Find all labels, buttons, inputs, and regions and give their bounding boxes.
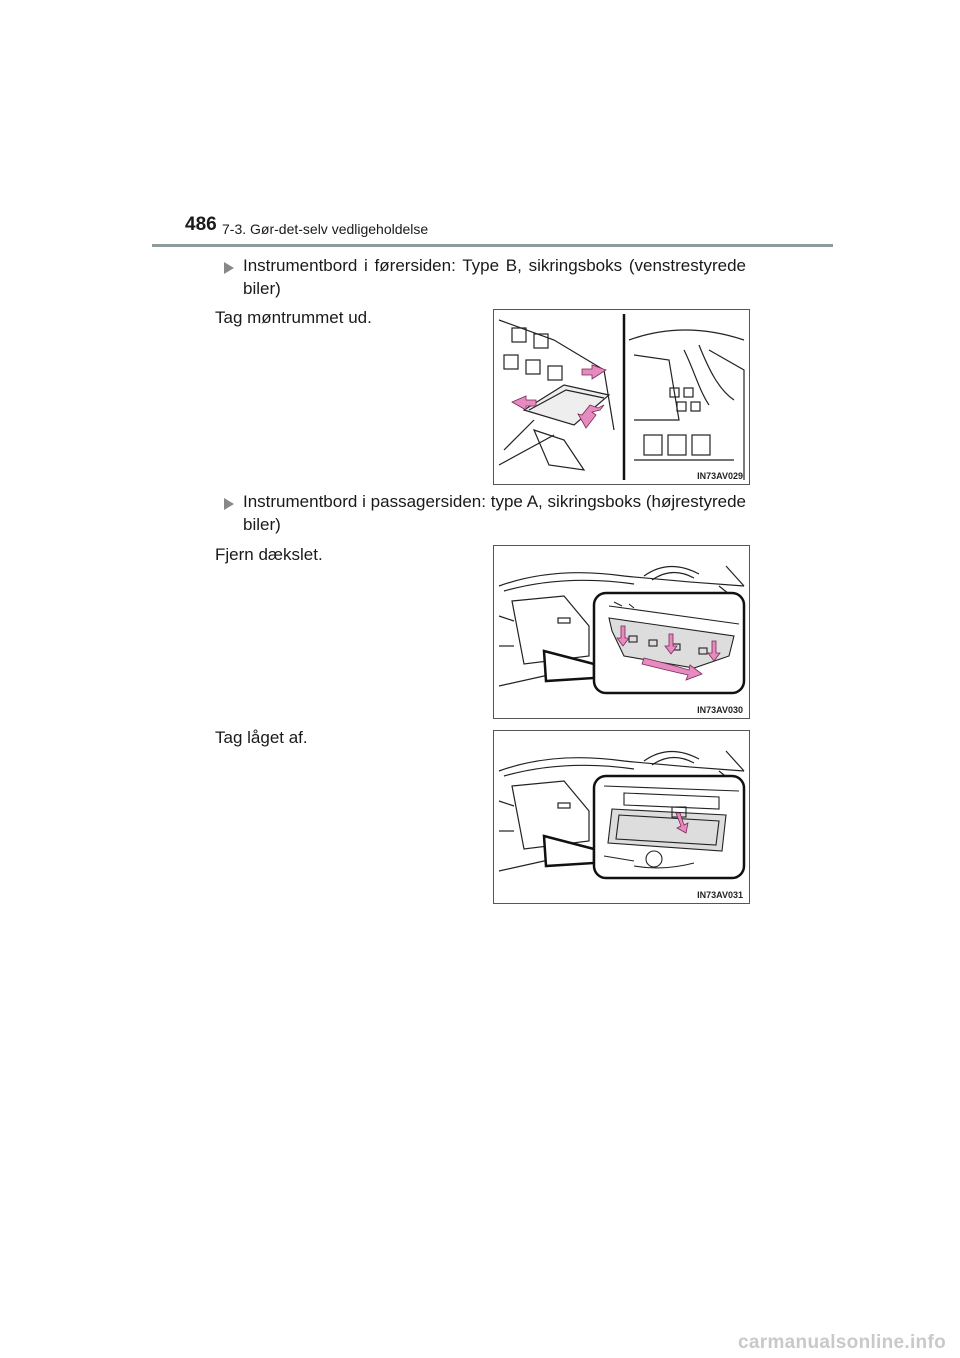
figure-code: IN73AV029 [697,471,743,481]
figure-code: IN73AV030 [697,705,743,715]
figure-cover-removal [493,545,750,719]
triangle-right-icon [224,498,234,510]
watermark: carmanualsonline.info [738,1332,946,1353]
section-2-bullet: Instrumentbord i passagersiden: type A, sikringsboks (højrestyrede biler) [243,492,746,534]
figure-code: IN73AV031 [697,890,743,900]
section-title: 7-3. Gør-det-selv vedligeholdelse [222,221,429,237]
step-2-text: Fjern dækslet. [215,545,323,564]
figure-coin-box-removal [493,309,750,485]
section-1-bullet: Instrumentbord i førersiden: Type B, sikringsboks (venstrestyrede biler) [243,256,746,298]
header-divider [152,244,833,247]
figure-lid-removal [493,730,750,904]
triangle-right-icon [224,262,234,274]
step-3-text: Tag låget af. [215,728,308,747]
step-1-text: Tag møntrummet ud. [215,308,372,327]
page-number: 486 [185,214,217,235]
